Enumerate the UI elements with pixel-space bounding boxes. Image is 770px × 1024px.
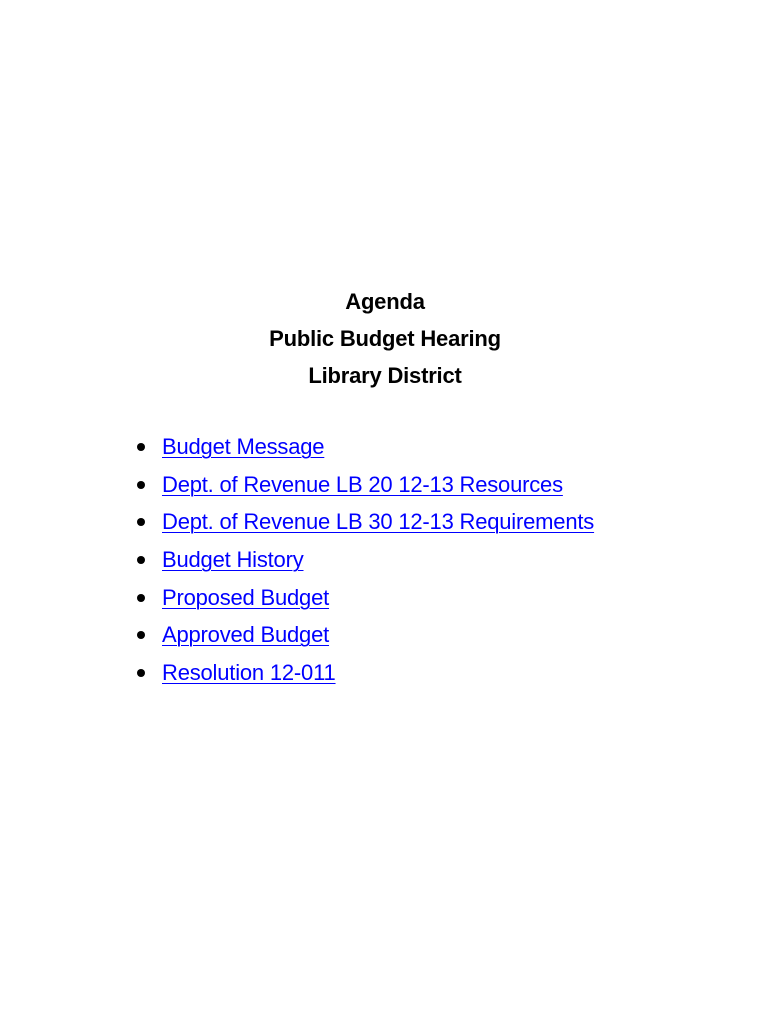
bullet-icon [137,669,145,677]
heading-title: Agenda [345,289,425,314]
link-approved-budget[interactable]: Approved Budget [162,622,330,648]
link-proposed-budget[interactable]: Proposed Budget [162,584,330,610]
bullet-icon [137,481,145,489]
link-lb30-requirements[interactable]: Dept. of Revenue LB 30 12-13 Requirements [162,509,595,535]
agenda-list [135,428,594,692]
heading-event: Public Budget Hearing [269,326,501,351]
list-item [135,579,594,617]
list-item [135,428,594,466]
bullet-icon [137,518,145,526]
link-budget-history[interactable]: Budget History [162,547,304,573]
list-item [135,503,594,541]
list-item [135,616,594,654]
bullet-icon [137,631,145,639]
list-item [135,541,594,579]
bullet-icon [137,443,145,451]
bullet-icon [137,594,145,602]
list-item [135,466,594,504]
agenda-heading [0,283,770,394]
link-resolution[interactable]: Resolution 12-011 [162,660,336,686]
list-item [135,654,594,692]
heading-organization: Library District [308,363,462,388]
link-budget-message[interactable]: Budget Message [162,434,325,459]
bullet-icon [137,556,145,564]
link-lb20-resources[interactable]: Dept. of Revenue LB 20 12-13 Resources [162,471,563,497]
